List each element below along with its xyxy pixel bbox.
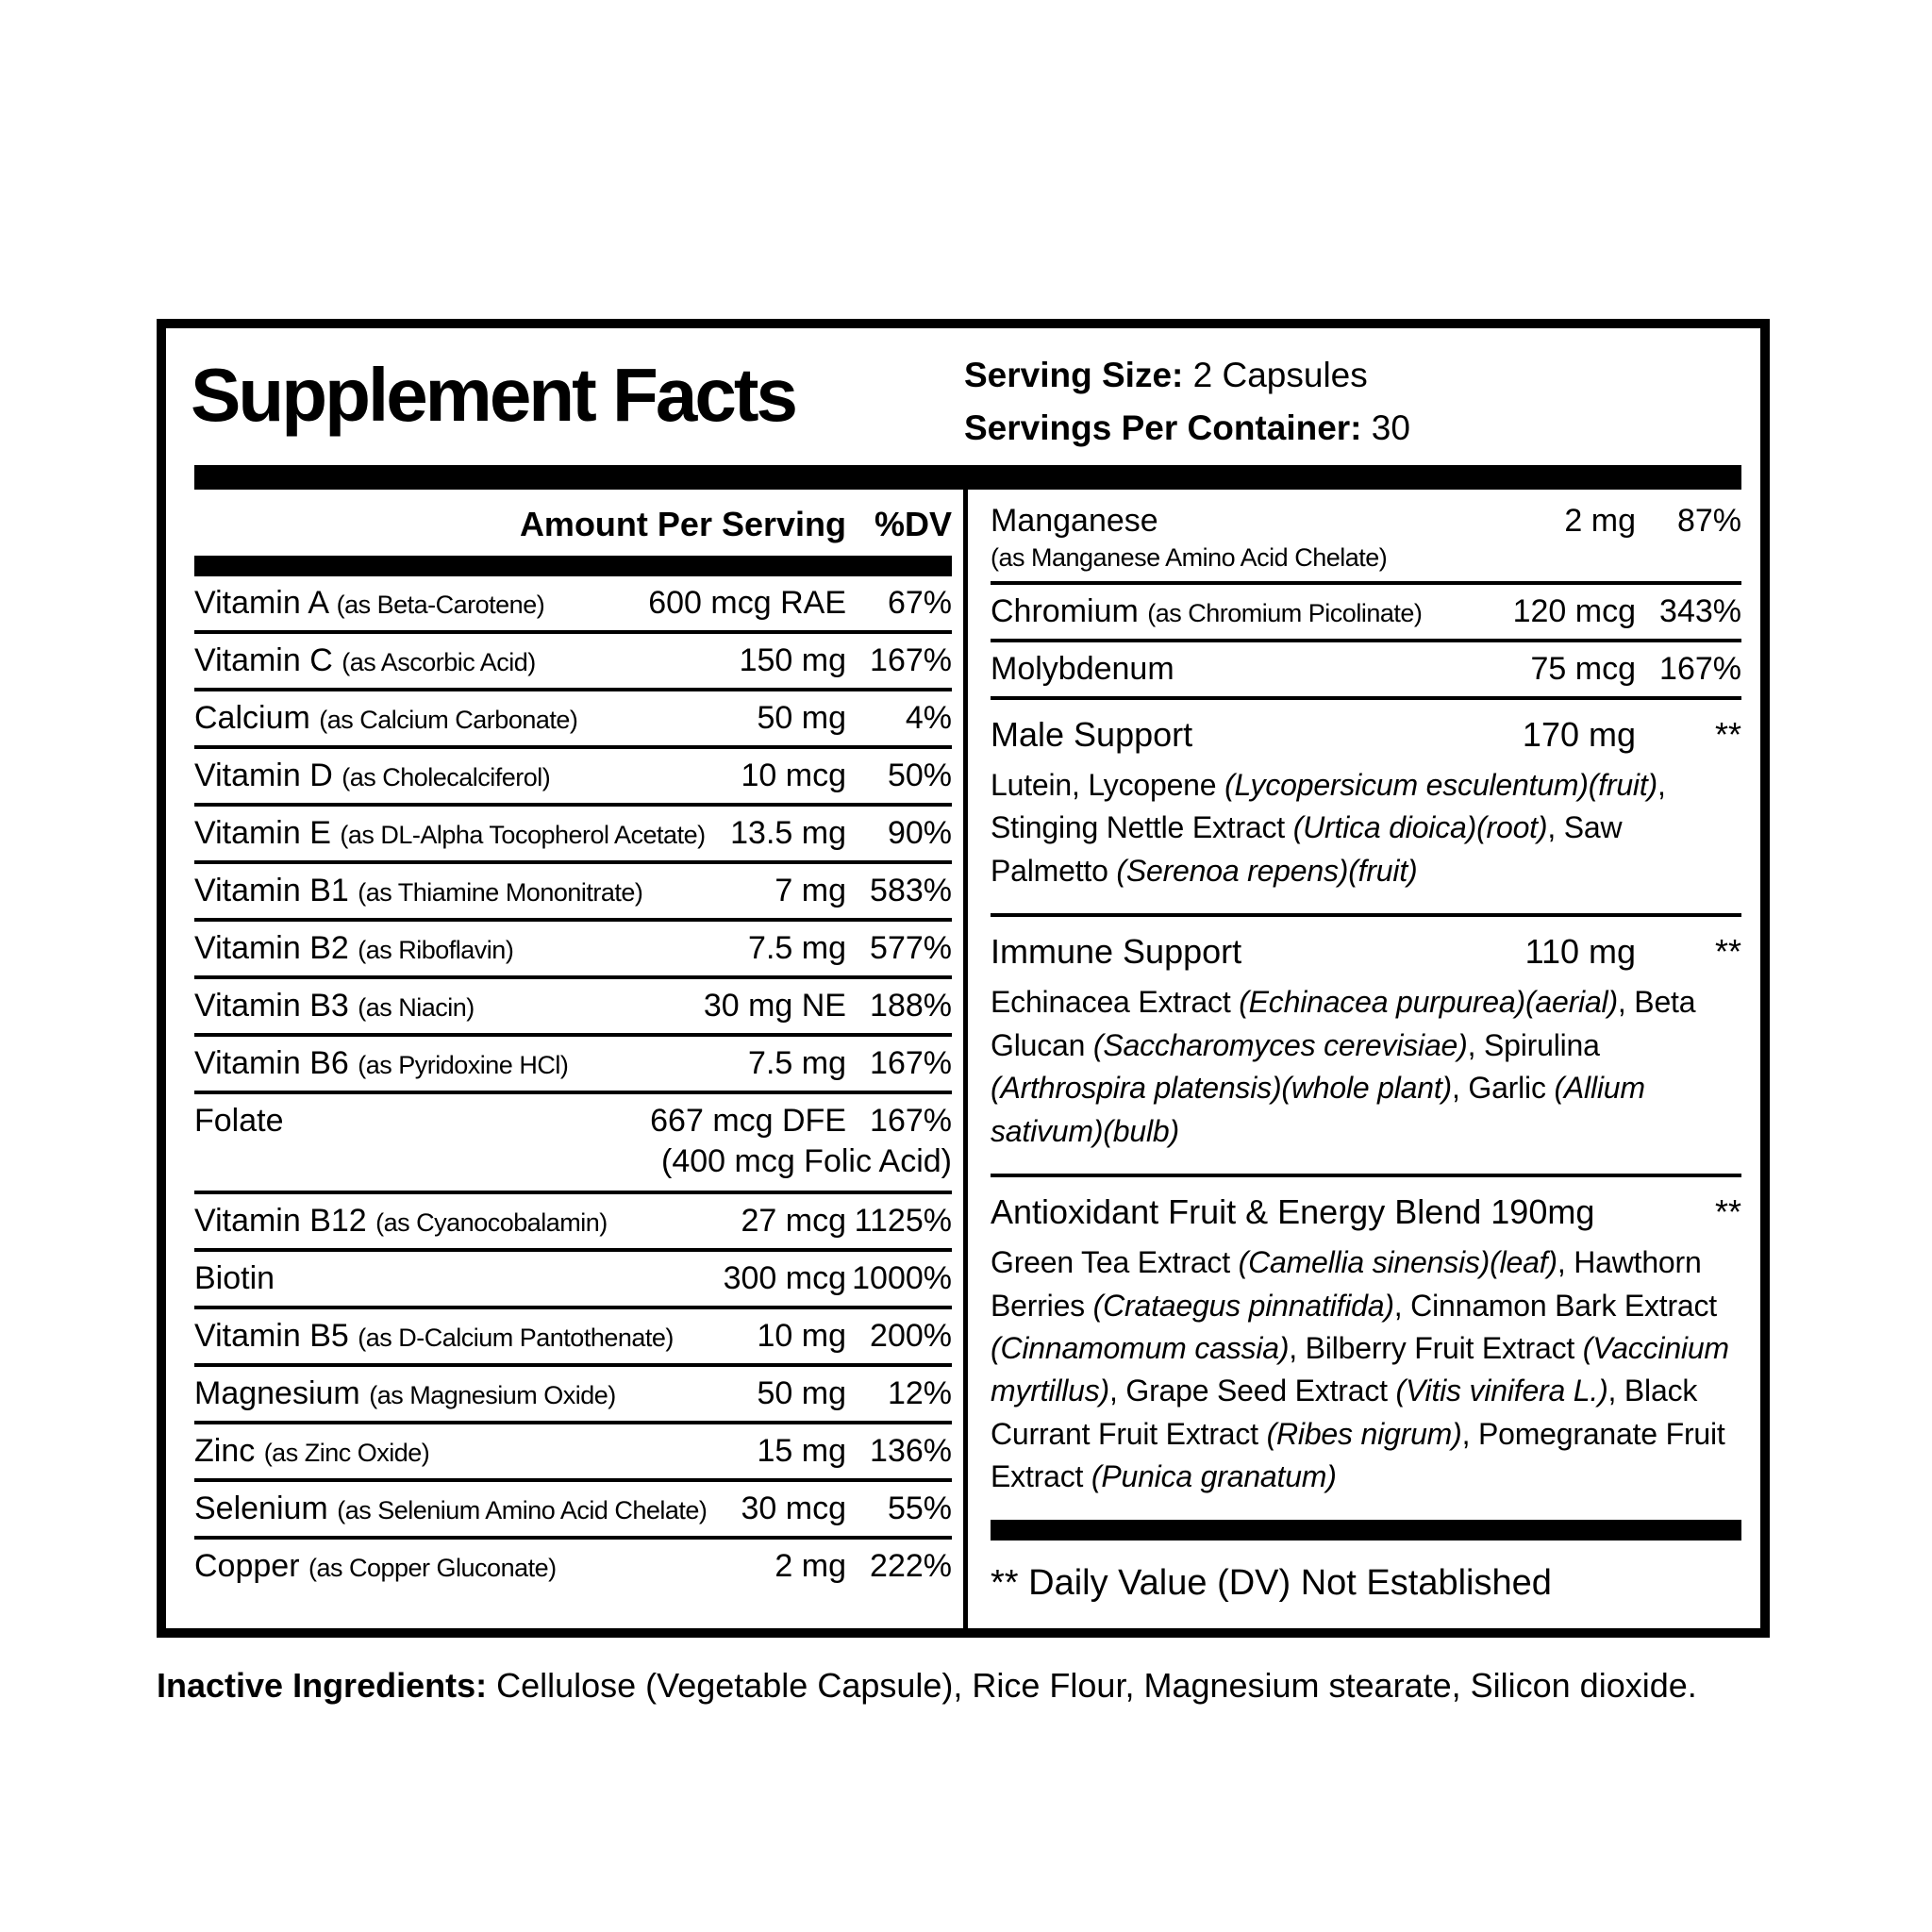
- nutrient-amount: 30 mcg: [741, 1491, 846, 1526]
- nutrient-dv: 87%: [1676, 503, 1741, 539]
- nutrient-dv: 200%: [870, 1318, 952, 1354]
- nutrient-name: Vitamin B6: [194, 1045, 349, 1081]
- blend-dv: **: [1714, 715, 1741, 754]
- nutrient-row-chromium: [991, 585, 1741, 642]
- nutrient-name: Vitamin D: [194, 758, 333, 793]
- column-header-bar: [194, 556, 952, 576]
- amount-per-serving-header: Amount Per Serving: [519, 505, 846, 543]
- nutrient-dv: 167%: [870, 1103, 952, 1139]
- nutrient-name: Vitamin A: [194, 585, 328, 621]
- nutrient-dv: 136%: [870, 1433, 952, 1469]
- inactive-ingredients-label: Inactive Ingredients:: [157, 1665, 488, 1705]
- nutrient-amount: 150 mg: [739, 642, 846, 678]
- nutrient-row-vitamin-c: [194, 634, 952, 691]
- nutrient-name: Vitamin C: [194, 642, 333, 678]
- servings-per-container: [964, 402, 1738, 455]
- nutrient-dv: 577%: [870, 930, 952, 966]
- serving-size: [964, 349, 1738, 402]
- blend-name: Male Support: [991, 715, 1193, 754]
- nutrient-name: Vitamin B12: [194, 1203, 367, 1239]
- nutrient-name: Selenium: [194, 1491, 328, 1526]
- nutrient-row-vitamin-d: [194, 749, 952, 807]
- nutrient-form: (as Calcium Carbonate): [319, 706, 578, 734]
- left-column: [166, 490, 963, 1628]
- nutrient-amount: 50 mg: [757, 1375, 846, 1411]
- nutrient-name: Biotin: [194, 1260, 275, 1296]
- nutrient-amount: 15 mg: [757, 1433, 846, 1469]
- serving-size-label: Serving Size:: [964, 356, 1184, 394]
- nutrient-row-vitamin-e: [194, 807, 952, 864]
- nutrient-form: (as Cyanocobalamin): [375, 1208, 608, 1237]
- nutrient-amount: 120 mcg: [1512, 593, 1636, 629]
- nutrient-dv: 90%: [887, 815, 952, 851]
- panel-title: Supplement Facts: [191, 353, 796, 437]
- servings-per-container-value: 30: [1371, 408, 1410, 447]
- nutrient-row-zinc: [194, 1424, 952, 1482]
- nutrient-amount: 7 mg: [774, 873, 846, 908]
- nutrient-form: (as Ascorbic Acid): [341, 648, 536, 676]
- nutrient-row-folate: [194, 1094, 952, 1194]
- blend-ingredients: Lutein, Lycopene (Lycopersicum esculentum)(fruit), Stinging Nettle Extract (Urtica dioica)(root), Saw Palmetto (Serenoa repens)(fruit): [991, 768, 1666, 888]
- columns: [166, 490, 1760, 1628]
- blend-dv: **: [1714, 932, 1741, 972]
- header-divider-bar: [194, 465, 1741, 490]
- nutrient-name: Vitamin B2: [194, 930, 349, 966]
- nutrient-form: (as DL-Alpha Tocopherol Acetate): [340, 821, 706, 849]
- serving-size-value: 2 Capsules: [1192, 356, 1368, 394]
- nutrient-dv: 343%: [1659, 593, 1741, 629]
- nutrient-name: Molybdenum: [991, 651, 1174, 687]
- footnote-divider-bar: [991, 1520, 1741, 1541]
- nutrient-name: Vitamin B1: [194, 873, 349, 908]
- nutrient-form: (as Riboflavin): [358, 936, 514, 964]
- nutrient-row-vitamin-b6: [194, 1037, 952, 1094]
- blend-amount: 170 mg: [1522, 715, 1636, 754]
- nutrient-dv: 4%: [905, 700, 952, 736]
- nutrient-amount: 7.5 mg: [748, 930, 846, 966]
- nutrient-row-molybdenum: [991, 642, 1741, 700]
- nutrient-row-vitamin-a: [194, 576, 952, 634]
- nutrient-form: (as Zinc Oxide): [263, 1439, 430, 1467]
- nutrient-dv: 167%: [870, 1045, 952, 1081]
- nutrient-form: (as D-Calcium Pantothenate): [358, 1324, 674, 1352]
- nutrient-amount: 2 mg: [774, 1548, 846, 1584]
- nutrient-amount: 13.5 mg: [730, 815, 846, 851]
- nutrient-dv: 583%: [870, 873, 952, 908]
- nutrient-amount: 30 mg NE: [703, 988, 846, 1024]
- nutrient-form: (as Chromium Picolinate): [1147, 599, 1423, 627]
- inactive-ingredients-text: Cellulose (Vegetable Capsule), Rice Flour, Magnesium stearate, Silicon dioxide.: [487, 1665, 1697, 1705]
- nutrient-dv: 222%: [870, 1548, 952, 1584]
- nutrient-form: (as Manganese Amino Acid Chelate): [991, 543, 1388, 572]
- blend-name: Immune Support: [991, 932, 1242, 972]
- blend-amount: 110 mg: [1524, 932, 1636, 972]
- nutrient-form: (as Selenium Amino Acid Chelate): [337, 1496, 708, 1524]
- nutrient-amount-sub: (400 mcg Folic Acid): [661, 1143, 952, 1179]
- nutrient-dv: 167%: [870, 642, 952, 678]
- nutrient-dv: 167%: [1659, 651, 1741, 687]
- dv-footnote: ** Daily Value (DV) Not Established: [991, 1562, 1552, 1603]
- nutrient-dv: 1125%: [854, 1203, 952, 1239]
- nutrient-name: Copper: [194, 1548, 300, 1584]
- nutrient-dv: 1000%: [852, 1260, 952, 1296]
- nutrient-row-vitamin-b12: [194, 1194, 952, 1252]
- blend-immune-support: [991, 917, 1741, 1177]
- nutrient-row-calcium: [194, 691, 952, 749]
- nutrient-row-vitamin-b2: [194, 922, 952, 979]
- nutrient-row-manganese: [991, 490, 1741, 585]
- nutrient-amount: 10 mg: [757, 1318, 846, 1354]
- supplement-facts-panel: [157, 319, 1770, 1638]
- nutrient-name: Vitamin B3: [194, 988, 349, 1024]
- nutrient-row-copper: [194, 1540, 952, 1598]
- nutrient-name: Vitamin E: [194, 815, 331, 851]
- nutrient-dv: 50%: [887, 758, 952, 793]
- blend-ingredients: Green Tea Extract (Camellia sinensis)(leaf), Hawthorn Berries (Crataegus pinnatifida), Cinnamon Bark Extract (Cinnamomum cassia), Bilberry Fruit Extract (Vaccinium myrtillus), Grape Seed Extract (Vitis vinifera L.), Black Currant Fruit Extract (Ribes nigrum), Pomegranate Fruit Extract (Punica granatum): [991, 1245, 1729, 1494]
- nutrient-form: (as Magnesium Oxide): [369, 1381, 616, 1409]
- nutrient-form: (as Pyridoxine HCl): [358, 1051, 569, 1079]
- blend-male-support: [991, 700, 1741, 917]
- nutrient-amount: 75 mcg: [1530, 651, 1636, 687]
- nutrient-amount: 50 mg: [757, 700, 846, 736]
- nutrient-dv: 55%: [887, 1491, 952, 1526]
- nutrient-amount: 10 mcg: [741, 758, 846, 793]
- nutrient-amount: 7.5 mg: [748, 1045, 846, 1081]
- nutrient-name: Chromium: [991, 593, 1139, 629]
- nutrient-amount: 667 mcg DFE: [650, 1103, 846, 1139]
- nutrient-row-magnesium: [194, 1367, 952, 1424]
- dv-header: %DV: [874, 505, 952, 543]
- blend-ingredients: Echinacea Extract (Echinacea purpurea)(aerial), Beta Glucan (Saccharomyces cerevisiae), Spirulina (Arthrospira platensis)(whole plant), Garlic (Allium sativum)(bulb): [991, 985, 1696, 1148]
- nutrient-name: Vitamin B5: [194, 1318, 349, 1354]
- serving-info: [964, 347, 1738, 454]
- nutrient-dv: 67%: [887, 585, 952, 621]
- nutrient-dv: 12%: [887, 1375, 952, 1411]
- panel-header: [166, 328, 1760, 458]
- nutrient-dv: 188%: [870, 988, 952, 1024]
- nutrient-amount: 300 mcg: [723, 1260, 846, 1296]
- nutrient-name: Calcium: [194, 700, 310, 736]
- nutrient-form: (as Niacin): [358, 993, 475, 1022]
- nutrient-amount: 600 mcg RAE: [648, 585, 846, 621]
- right-column: [963, 490, 1760, 1628]
- nutrient-form: (as Beta-Carotene): [336, 591, 545, 619]
- nutrient-row-vitamin-b3: [194, 979, 952, 1037]
- inactive-ingredients: [157, 1664, 1770, 1708]
- nutrient-name: Folate: [194, 1103, 284, 1139]
- column-header: [194, 490, 952, 556]
- blend-antioxidant-fruit-energy: [991, 1177, 1741, 1520]
- servings-per-container-label: Servings Per Container:: [964, 408, 1362, 447]
- nutrient-row-vitamin-b1: [194, 864, 952, 922]
- blend-dv: **: [1714, 1192, 1741, 1232]
- nutrient-name: Manganese: [991, 503, 1158, 539]
- nutrient-row-vitamin-b5: [194, 1309, 952, 1367]
- nutrient-form: (as Thiamine Mononitrate): [358, 878, 643, 907]
- nutrient-row-biotin: [194, 1252, 952, 1309]
- nutrient-form: (as Copper Gluconate): [308, 1554, 557, 1582]
- nutrient-amount: 2 mg: [1564, 503, 1636, 539]
- blend-name: Antioxidant Fruit & Energy Blend 190mg: [991, 1192, 1595, 1232]
- nutrient-name: Magnesium: [194, 1375, 360, 1411]
- nutrient-name: Zinc: [194, 1433, 256, 1469]
- nutrient-amount: 27 mcg: [741, 1203, 846, 1239]
- nutrient-row-selenium: [194, 1482, 952, 1540]
- nutrient-form: (as Cholecalciferol): [341, 763, 551, 791]
